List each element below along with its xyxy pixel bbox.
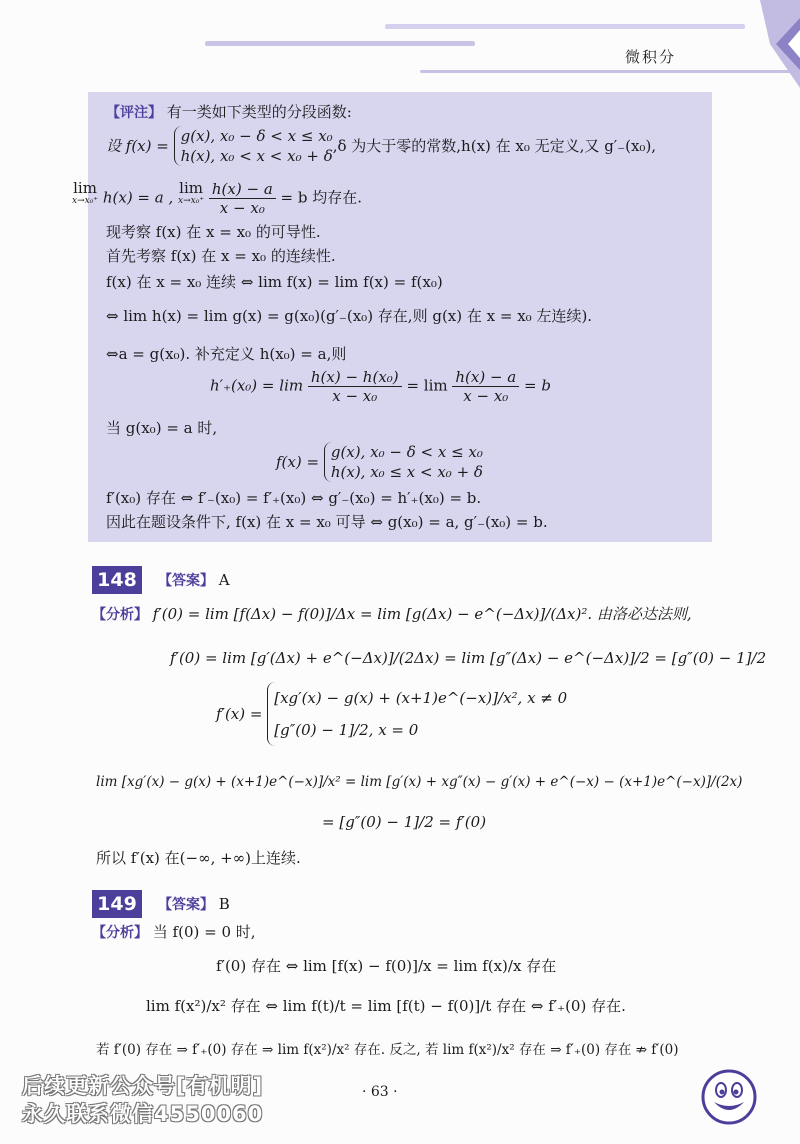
question-148-badge: 148 <box>92 566 142 594</box>
note-line-5: 首先考察 f(x) 在 x = x₀ 的连续性. <box>106 247 336 265</box>
note-line-10: 当 g(x₀) = a 时, <box>106 419 218 437</box>
note-intro: 【评注】 有一类如下类型的分段函数: <box>106 103 352 121</box>
note-derivative-eq: h′₊(x₀) = lim $\frac{\text{h(x) − h(x₀)}}{\text{x − x₀}}$ = lim $\frac{h(x) - a}{\text{x − x₀}}$ = b <box>210 368 551 405</box>
header-rule-top <box>385 24 745 29</box>
watermark-line-1: 后续更新公众号[有机明] <box>22 1074 264 1098</box>
note-line-4: 现考察 f(x) 在 x = x₀ 的可导性. <box>106 223 321 241</box>
note-line-6: f(x) 在 x = x₀ 连续 ⇔ lim f(x) = lim f(x) = f(x₀) <box>106 273 443 291</box>
q149-analysis-4: 若 f′(0) 存在 ⇒ f′₊(0) 存在 ⇒ lim f(x²)/x² 存在. 反之, 若 lim f(x²)/x² 存在 ⇒ f′₊(0) 存在 ⇏ f′(0) <box>96 1042 679 1058</box>
q148-answer: 【答案】 A <box>158 571 230 589</box>
q149-analysis-1: 【分析】 当 f(0) = 0 时, <box>92 923 256 941</box>
q149-analysis-3: lim f(x²)/x² 存在 ⇔ lim f(t)/t = lim [f(t) − f(0)]/t 存在 ⇔ f′₊(0) 存在. <box>146 997 626 1015</box>
page-number: · 63 · <box>362 1084 398 1100</box>
note-label: 【评注】 <box>106 105 162 121</box>
q149-answer: 【答案】 B <box>158 895 230 913</box>
q148-analysis-1: 【分析】 f′(0) = lim [f(Δx) − f(0)]/Δx = lim [g(Δx) − e^(−Δx)]/(Δx)². 由洛必达法则, <box>92 605 692 623</box>
watermark-line-2: 永久联系微信4550060 <box>22 1102 264 1126</box>
q149-analysis-2: f′(0) 存在 ⇔ lim [f(x) − f(0)]/x = lim f(x)/x 存在 <box>216 957 557 975</box>
q148-piecewise-derivative: f′(x) = [xg′(x) − g(x) + (x+1)e^(−x)]/x², x ≠ 0 [g″(0) − 1]/2, x = 0 <box>216 682 567 758</box>
note-piecewise-def: 设 f(x) = g(x), x₀ − δ < x ≤ x₀ h(x), x₀ < x < x₀ + δ ,δ 为大于零的常数,h(x) 在 x₀ 无定义,又 g′₋(x₀), <box>106 127 657 165</box>
q148-conclusion: 所以 f′(x) 在(−∞, +∞)上连续. <box>96 849 301 867</box>
commentary-box <box>72 92 712 542</box>
q148-analysis-2: f′(0) = lim [g′(Δx) + e^(−Δx)]/(2Δx) = lim [g″(Δx) − e^(−Δx)]/2 = [g″(0) − 1]/2 <box>170 649 767 667</box>
note-line-12: f′(x₀) 存在 ⇔ f′₋(x₀) = f′₊(x₀) ⇔ g′₋(x₀) = h′₊(x₀) = b. <box>106 489 482 507</box>
corner-tab-decoration <box>730 0 800 88</box>
smiley-face-icon <box>700 1068 758 1126</box>
q148-analysis-5: = [g″(0) − 1]/2 = f′(0) <box>322 813 487 831</box>
q148-analysis-4: lim [xg′(x) − g(x) + (x+1)e^(−x)]/x² = lim [g′(x) + xg″(x) − g′(x) + e^(−x) − (x+1)e^(−x)]/(2x) <box>96 774 743 790</box>
question-149-badge: 149 <box>92 890 142 918</box>
note-piecewise-cases: g(x), x₀ − δ < x ≤ x₀ h(x), x₀ < x < x₀ + δ <box>174 126 333 166</box>
section-title: 微积分 <box>625 48 677 66</box>
note-line-7: ⇔ lim h(x) = lim g(x) = g(x₀)(g′₋(x₀) 存在,则 g(x) 在 x = x₀ 左连续). <box>106 307 593 325</box>
note-line-8: ⇔a = g(x₀). 补充定义 h(x₀) = a,则 <box>106 345 347 363</box>
note-limits-exist: lim x→x₀⁺ h(x) = a , lim x→x₀⁺ $\frac{h(x) - a}{\text{x − x₀}}$ = b 均存在. <box>72 179 363 217</box>
header-rule-middle <box>205 41 475 46</box>
note-piecewise-redef: f(x) = g(x), x₀ − δ < x ≤ x₀ h(x), x₀ ≤ x < x₀ + δ <box>276 443 483 481</box>
note-line-13: 因此在题设条件下, f(x) 在 x = x₀ 可导 ⇔ g(x₀) = a, g′₋(x₀) = b. <box>106 513 548 531</box>
